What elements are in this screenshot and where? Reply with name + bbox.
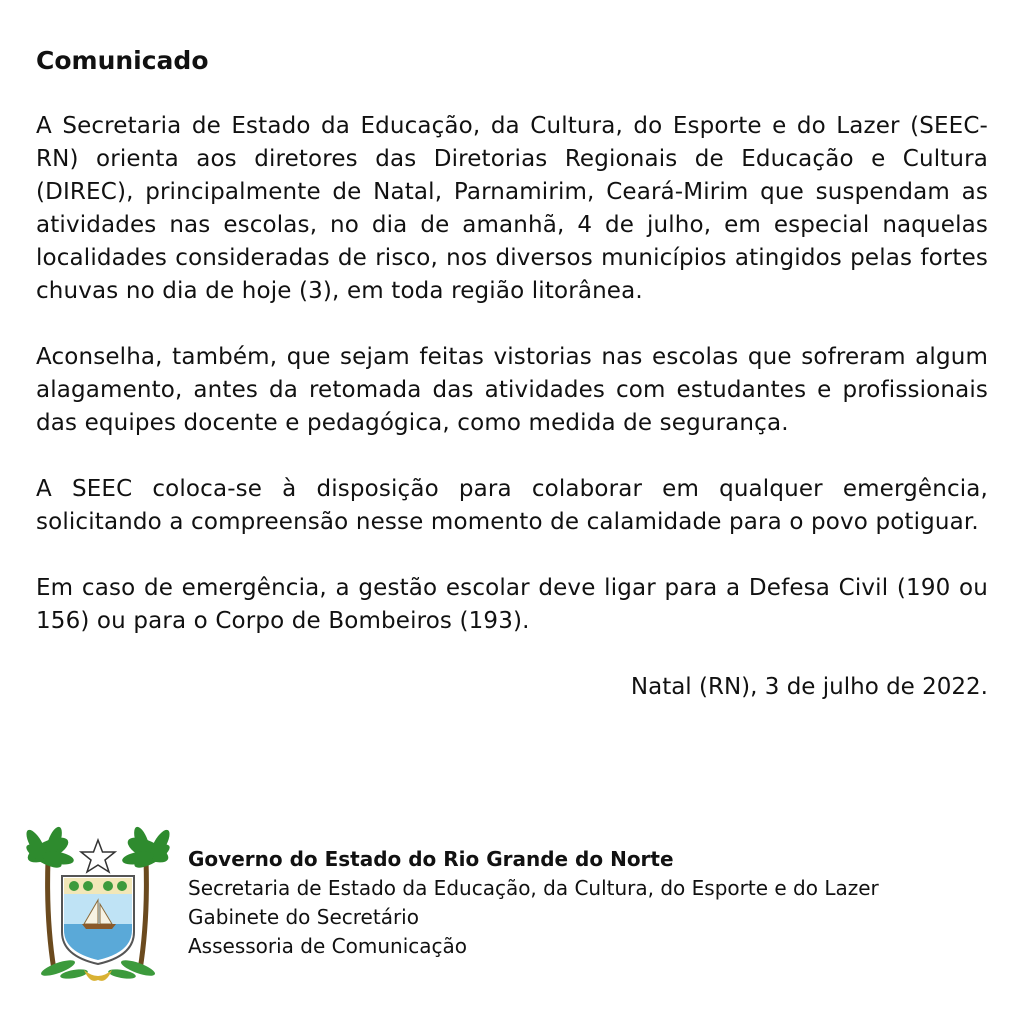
footer [18, 820, 1008, 990]
document-body [36, 44, 988, 704]
secretariat-name: Secretaria de Estado da Educação, da Cultura, do Esporte e do Lazer [188, 876, 879, 900]
date-line: Natal (RN), 3 de julho de 2022. [630, 674, 988, 700]
footer-text [188, 845, 879, 961]
paragraph-2: Aconselha, também, que sejam feitas vistorias nas escolas que sofreram algum alagamento, antes da retomada das atividades com estudantes e profissionais das equipes docente e pedagógica, como medida de segurança. [36, 344, 988, 436]
document-title: Comunicado [36, 46, 209, 75]
paragraph-1: A Secretaria de Estado da Educação, da Cultura, do Esporte e do Lazer (SEEC-RN) orienta aos diretores das Diretorias Regionais de Educação e Cultura (DIREC), principalmente de Natal, Parnamirim, Ceará-Mirim que suspendam as atividades nas escolas, no dia de amanhã, 4 de julho, em especial naquelas localidades consideradas de risco, nos diversos municípios atingidos pelas fortes chuvas no dia de hoje (3), em toda região litorânea. [36, 113, 988, 304]
government-name: Governo do Estado do Rio Grande do Norte [188, 847, 674, 871]
paragraph-3: A SEEC coloca-se à disposição para colaborar em qualquer emergência, solicitando a compreensão nesse momento de calamidade para o povo potiguar. [36, 476, 988, 535]
office-name: Gabinete do Secretário [188, 905, 419, 929]
rio-grande-do-norte-coat-of-arms-icon [18, 820, 178, 988]
paragraph-4: Em caso de emergência, a gestão escolar deve ligar para a Defesa Civil (190 ou 156) ou para o Corpo de Bombeiros (193). [36, 575, 988, 634]
department-name: Assessoria de Comunicação [188, 934, 467, 958]
